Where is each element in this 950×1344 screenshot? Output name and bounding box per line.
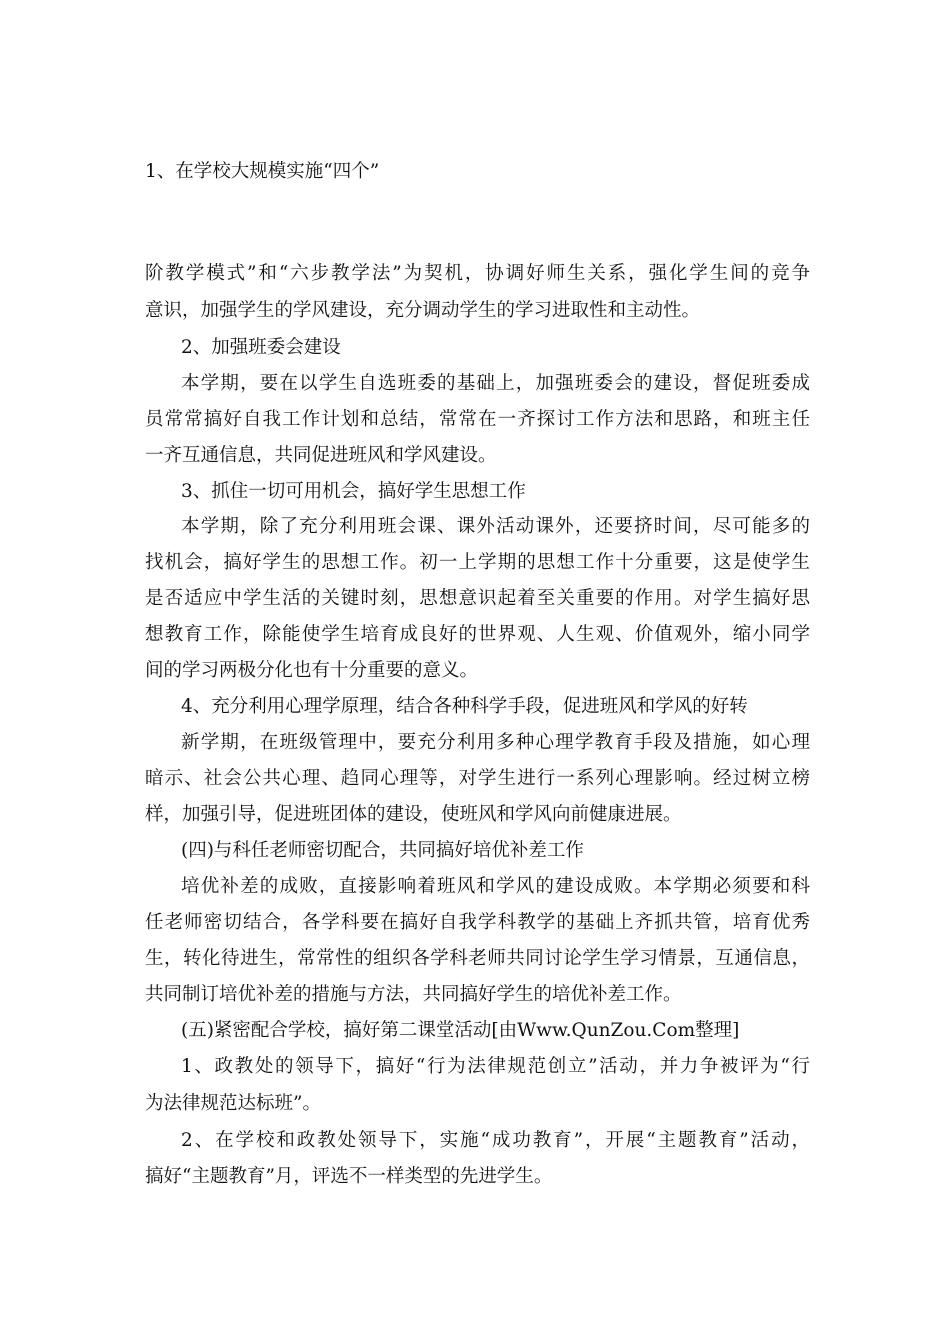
text-line: 员常常搞好自我工作计划和总结，常常在一齐探讨工作方法和思路，和班主任 [145,409,810,430]
text-line: 本学期，要在以学生自选班委的基础上，加强班委会的建设，督促班委成 [181,373,810,394]
text-line: 样，加强引导，促进班团体的建设，使班风和学风向前健康进展。 [145,804,682,825]
text-line: 找机会，搞好学生的思想工作。初一上学期的思想工作十分重要，这是使学生 [145,552,810,573]
section-heading: 3、抓住一切可用机会，搞好学生思想工作 [181,481,526,502]
text-line: 任老师密切结合，各学科要在搞好自我学科教学的基础上齐抓共管，培育优秀 [145,912,810,933]
text-line: 2、在学校和政教处领导下，实施“成功教育”，开展“主题教育”活动， [181,1130,810,1151]
text-line: 意识，加强学生的学风建设，充分调动学生的学习进取性和主动性。 [145,300,701,321]
text-line: 暗示、社会公共心理、趋同心理等，对学生进行一系列心理影响。经过树立榜 [145,768,810,789]
heading-fragment: 1、在学校大规模实施“四个” [145,161,380,182]
text-line: 一齐互通信息，共同促进班风和学风建设。 [145,445,497,466]
text-line: 新学期，在班级管理中，要充分利用多种心理学教育手段及措施，如心理 [181,732,810,753]
text-line: 共同制订培优补差的措施与方法，共同搞好学生的培优补差工作。 [145,984,682,1005]
section-heading: 2、加强班委会建设 [181,337,341,358]
text-line: 想教育工作，除能使学生培育成良好的世界观、人生观、价值观外，缩小同学 [145,624,810,645]
text-line: 1、政教处的领导下，搞好“行为法律规范创立”活动，并力争被评为“行 [181,1056,810,1077]
text-line: 为法律规范达标班”。 [145,1093,321,1114]
section-heading: (四)与科任老师密切配合，共同搞好培优补差工作 [181,840,584,861]
text-line: 本学期，除了充分利用班会课、课外活动课外，还要挤时间，尽可能多的 [181,516,810,537]
text-line: 培优补差的成败，直接影响着班风和学风的建设成败。本学期必须要和科 [181,876,810,897]
text-line: 阶教学模式”和“六步教学法”为契机，协调好师生关系，强化学生间的竞争 [145,263,810,284]
section-heading: 4、充分利用心理学原理，结合各种科学手段，促进班风和学风的好转 [181,696,748,717]
section-heading: (五)紧密配合学校，搞好第二课堂活动[由Www.QunZou.Com整理] [181,1020,740,1041]
text-line: 搞好“主题教育”月，评选不一样类型的先进学生。 [145,1166,553,1187]
text-line: 间的学习两极分化也有十分重要的意义。 [145,660,479,681]
text-line: 生，转化待进生，常常性的组织各学科老师共同讨论学生学习情景，互通信息， [145,948,810,969]
text-line: 是否适应中学生活的关键时刻，思想意识起着至关重要的作用。对学生搞好思 [145,588,810,609]
